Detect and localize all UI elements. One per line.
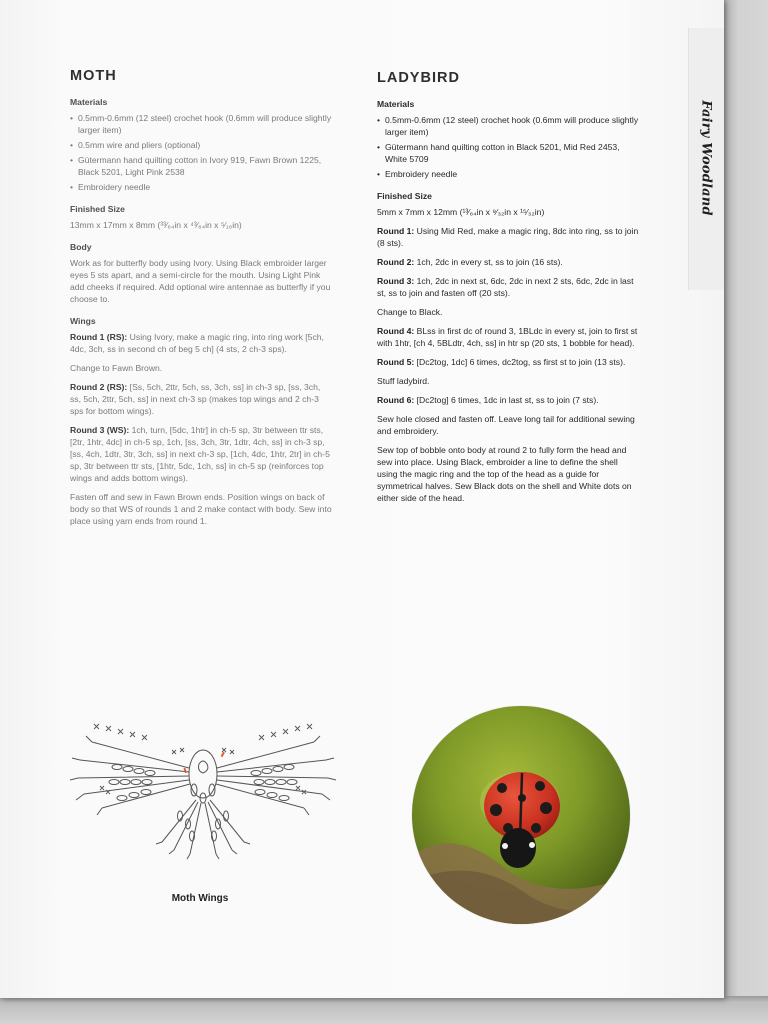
moth-wings-chart <box>62 712 344 862</box>
ladybird-round-2 <box>377 256 639 268</box>
moth-materials-heading: Materials <box>70 97 108 107</box>
moth-wings-caption: Moth Wings <box>171 893 229 904</box>
magic-ring-symbol <box>199 761 208 773</box>
moth-wings-diagram <box>62 712 344 862</box>
round-label: Round 3: <box>377 276 415 286</box>
ladybird-photo <box>412 706 630 924</box>
moth-body-text: Work as for butterfly body using Ivory. Using Black embroider larger eyes 5 sts apart, and a semi-circle for the mouth. Using Light Pink add cheeks if required. Add optional wire antennae as butterfly if you choose to. <box>70 258 331 304</box>
moth-title: MOTH <box>70 68 117 84</box>
list-item: • Gütermann hand quilting cotton in Ivory 919, Fawn Brown 1225, Black 5201, Light Pink 2538 <box>70 154 332 178</box>
round-text: BLss in first dc of round 3, 1BLdc in every st, join to first st with 1htr, [ch 4, 5BLdtr, 4ch, ss] in htr sp (20 sts, 1 bobble for head). <box>377 326 638 348</box>
round-label: Round 4: <box>377 326 415 336</box>
list-item: • 0.5mm-0.6mm (12 steel) crochet hook (0.6mm will produce slightly larger item) <box>377 114 639 138</box>
ladybird-round-4 <box>377 325 639 349</box>
moth-wings-heading: Wings <box>70 316 96 326</box>
round-label: Round 2 (RS): <box>70 382 128 392</box>
background-edge-bottom <box>0 996 768 1024</box>
ladybird-materials-heading: Materials <box>377 99 415 109</box>
ladybird-photo-illustration <box>412 706 630 924</box>
round-text: Using Ivory, make a magic ring, into ring work [5ch, 4dc, 3ch, ss in second ch of beg 5 ch] (4 sts, 2 ch-3 sps). <box>70 332 324 354</box>
round-text: [Dc2tog] 6 times, 1dc in last st, ss to join (7 sts). <box>414 395 599 405</box>
round-label: Round 1: <box>377 226 415 236</box>
bottom-chain-ovals <box>178 811 229 841</box>
section-tab-label: Fairy Woodland <box>698 100 714 216</box>
list-item: • Gütermann hand quilting cotton in Black 5201, Mid Red 2453, White 5709 <box>377 141 639 165</box>
moth-finished-heading: Finished Size <box>70 204 125 214</box>
round-text: Using Mid Red, make a magic ring, 8dc into ring, ss to join (8 sts). <box>377 226 639 248</box>
ladybird-finished-text: 5mm x 7mm x 12mm (¹³⁄₆₄in x ⁹⁄₃₂in x ¹⁵⁄₃₂in) <box>377 207 545 217</box>
ladybird-materials-list <box>377 114 639 180</box>
list-item: • 0.5mm wire and pliers (optional) <box>70 139 332 151</box>
ladybird-round-5 <box>377 356 639 368</box>
round-text: [Dc2tog, 1dc] 6 times, dc2tog, ss first st to join (13 sts). <box>414 357 626 367</box>
moth-round-3 <box>70 424 332 484</box>
dc-x-marks <box>94 724 312 794</box>
ladybird-round-6 <box>377 394 639 406</box>
round-text: 1ch, 2dc in next st, 6dc, 2dc in next 2 sts, 6dc, 2dc in last st, ss to join and fasten off (20 sts). <box>377 276 634 298</box>
wing-center-outline <box>189 750 217 798</box>
round-text: 1ch, turn, [5dc, 1htr] in ch-5 sp, 3tr between ttr sts, [2tr, 1htr, 4dc] in ch-5 sp, 1ch, [ss, 3ch, 3tr, 1dtr, 4ch, ss] in ch-3 sp, [ss, 4ch, 1dtr, 3tr, 3ch, ss] in next ch-3 sp, [1ch, 4dc, 1htr, 2tr] in ch-5 sp, 3tr between ttr sts, [1htr, 5dc, 1ch, ss] in ch-5 sp (reinforces top wings and adds bottom wings). <box>70 425 330 483</box>
moth-materials-list <box>70 112 332 193</box>
moth-round-2 <box>70 381 332 417</box>
list-item: • Embroidery needle <box>377 168 639 180</box>
round-label: Round 6: <box>377 395 415 405</box>
round-label: Round 3 (WS): <box>70 425 130 435</box>
round-label: Round 1 (RS): <box>70 332 128 342</box>
round-text: [Ss, 5ch, 2ttr, 5ch, ss, 3ch, ss] in ch-3 sp, [ss, 3ch, ss, 5ch, 2ttr, 5ch, ss] in next ch-3 sp (makes top wings and 2 ch-3 sps for bottom wings). <box>70 382 321 416</box>
moth-fasten-text: Fasten off and sew in Fawn Brown ends. Position wings on back of body so that WS of rounds 1 and 2 make contact with body. Sew into place using yarn ends from round 1. <box>70 492 332 526</box>
list-item: • Embroidery needle <box>70 181 332 193</box>
moth-body-heading: Body <box>70 242 92 252</box>
round-text: 1ch, 2dc in every st, ss to join (16 sts). <box>414 257 563 267</box>
ladybird-final-text: Sew top of bobble onto body at round 2 to fully form the head and sew into place. Using Black, embroider a line to define the shell using the magic ring and the top of the head as a guide for symmetrical halves. Sew Black dots on the shell and White dots on either side of the head. <box>377 445 632 503</box>
ladybird-column <box>377 70 639 511</box>
background-edge-right <box>722 0 768 1024</box>
ladybird-round-3 <box>377 275 639 299</box>
moth-round-1 <box>70 331 332 355</box>
moth-column <box>70 68 332 534</box>
ladybird-round-1 <box>377 225 639 249</box>
ladybird-finished-heading: Finished Size <box>377 191 432 201</box>
round-label: Round 2: <box>377 257 415 267</box>
ladybird-sew-text: Sew hole closed and fasten off. Leave long tail for additional sewing and embroidery. <box>377 414 635 436</box>
round-label: Round 5: <box>377 357 415 367</box>
moth-change-text: Change to Fawn Brown. <box>70 363 163 373</box>
ladybird-stuff-text: Stuff ladybird. <box>377 376 430 386</box>
moth-finished-text: 13mm x 17mm x 8mm (³³⁄₆₄in x ⁴³⁄₆₄in x ⁵⁄₁₆in) <box>70 220 242 230</box>
list-item: • 0.5mm-0.6mm (12 steel) crochet hook (0.6mm will produce slightly larger item) <box>70 112 332 136</box>
ladybird-title: LADYBIRD <box>377 70 460 86</box>
ladybird-change-text: Change to Black. <box>377 307 443 317</box>
